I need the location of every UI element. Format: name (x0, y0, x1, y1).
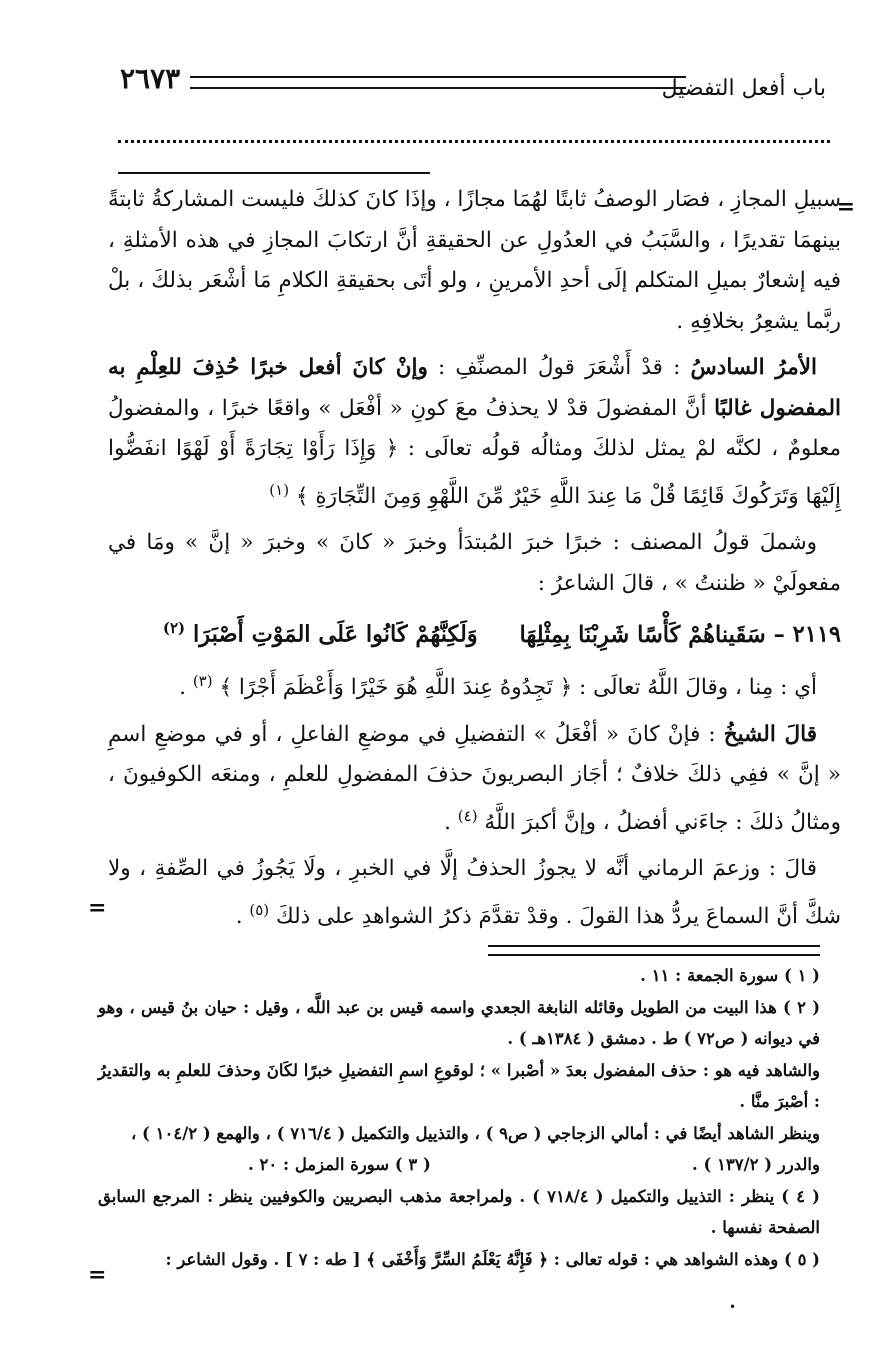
footnote-5: ( ٥ ) وهذه الشواهد هي : قوله تعالى : ﴿ فَإِنَّهُ يَعْلَمُ السِّرَّ وَأَخْفَى ﴾ [ طه : ٧ ] . وقول الشاعر : (165, 1249, 820, 1269)
continuation-mark-top: = (836, 194, 855, 220)
footnote-2-refs-end: والدرر ( ١٣٧/٢ ) . (691, 1155, 820, 1174)
continuation-mark-footnote: = (88, 1262, 107, 1288)
paragraph-6-end: . (235, 904, 250, 930)
paragraph-2-lead: الأمرُ السادسُ (690, 355, 817, 380)
footnote-2: ( ٢ ) هذا البيت من الطويل وقائله النابغة الجعدي واسمه قيس بن عبد اللَّه ، وقيل : حيان بنُ قيس ، وهو في ديوانه ( ص٧٢ ) ط . دمشق ( ١٣٨٤هـ ) . (98, 997, 820, 1048)
verse-number: ٢١١٩ – (773, 621, 841, 648)
paragraph-5-text: : فإنْ كانَ « أفْعَلُ » التفضيلِ في موضعِ الفاعلِ ، أو في موضعِ اسمِ « إنَّ » ففِي ذلكَ خلافٌ ؛ أجَاز البصريونَ حذفَ المفضولِ للعلمِ ، ومنعَه الكوفيونَ ، ومثالُ ذلكَ : جاءَني أفضلُ ، وإنَّ أكبرَ اللَّهُ (108, 721, 841, 835)
paragraph-5-lead: قالَ الشيخُ (723, 721, 817, 747)
footnote-ref-1: (١) (269, 480, 290, 499)
footnote-2-refs: وينظر الشاهد أيضًا في : أمالي الزجاجي ( ص٩ ) ، والتذييل والتكميل ( ٧١٦/٤ ) ، والهمع ( ١٠٤/٢ ) ، (130, 1123, 820, 1143)
paragraph-2-mid: : قدْ أَشْعَرَ قولُ المصنِّفِ : (427, 355, 691, 380)
header-double-rule (190, 76, 686, 89)
paragraph-1: سبيلِ المجازِ ، فصَار الوصفُ ثابتًا لهُمَا مجازًا ، وإذَا كانَ كذلكَ فليست المشاركةُ ثابتةً بينهمَا تقديرًا ، والسَّبَبُ في العدُولِ عن الحقيقةِ أنَّ ارتكابَ المجازِ في هذه الأمثلةِ ، فيه إشعارٌ بميلِ المتكلم إلَى أحدِ الأمرينِ ، ولو أتَى بحقيقةِ الكلامِ مَا أشْعَر بذلكَ ، بلْ ربَّما يشعِرُ بخلافِهِ . (108, 187, 841, 334)
page-header (118, 58, 838, 102)
footnote-ref-4: (٤) (457, 806, 478, 825)
footnote-separator (488, 945, 820, 956)
main-text (108, 180, 841, 938)
paragraph-3: وشملَ قولُ المصنف : خبرًا خبرَ المُبتدَأ وخبرَ « كانَ » وخبرَ « إنَّ » ومَا في مفعولَيْ « ظننتُ » ، قالَ الشاعرُ : (108, 530, 841, 596)
verse-first-hemistich: سَقَيناهُمْ كَأْسًا شَرِبْنَا بِمِثْلِهَا (519, 621, 766, 648)
dotted-separator (118, 140, 830, 143)
footnote-1: ( ١ ) سورة الجمعة : ١١ . (640, 966, 820, 985)
footnote-2-note: والشاهد فيه هو : حذف المفضول بعدَ « أصْبرا » ؛ لوقوعِ اسمِ التفضيلِ خبرًا لكَانَ وحذفَ للعلمِ به والتقديرُ : أصْبرَ منَّا . (98, 1060, 820, 1111)
poetry-verse (108, 608, 841, 655)
paragraph-2-quote: وإنْ كانَ أفعل خبرًا حُذِفَ للعِلْمِ به المفضول غالبًا (108, 355, 841, 421)
paragraph-4-text: أي : مِنا ، وقالَ اللَّهُ تعالَى : ﴿ تَجِدُوهُ عِندَ اللَّهِ هُوَ خَيْرًا وَأَعْظَمَ أَجْرًا ﴾ (219, 675, 817, 701)
chapter-title: باب أفعل التفضيل (661, 76, 826, 101)
footnote-3: ( ٣ ) سورة المزمل : ٢٠ . (248, 1155, 431, 1174)
paragraph-2 (108, 348, 841, 517)
paragraph-5 (108, 715, 841, 844)
stray-dot: • (729, 1300, 737, 1314)
paragraph-4 (108, 661, 841, 709)
footnote-4: ( ٤ ) ينظر : التذييل والتكميل ( ٧١٨/٤ ) . ولمراجعة مذهب البصريين والكوفيين ينظر : المرجع السابق الصفحة نفسها . (98, 1186, 820, 1237)
footnote-pair-row (98, 1149, 820, 1181)
verse-second-hemistich: وَلَكِنَّهُمْ كَانُوا عَلَى المَوْتِ أَصْبَرَا (192, 621, 478, 648)
short-separator-rule (118, 172, 430, 174)
paragraph-4-end: . (179, 675, 193, 701)
paragraph-2-text: أنَّ المفضولَ قدْ لا يحذفُ معَ كونِ « أفْعَل » واقعًا خبرًا ، والمفضولُ معلومٌ ، لكنَّه لمْ يمثل لذلكَ ومثالُه قولُه تعالَى : ﴿ وَإِذَا رَأَوْا تِجَارَةً أَوْ لَهْوًا انفَضُّوا إِلَيْهَا وَتَرَكُوكَ قَائِمًا قُلْ مَا عِندَ اللَّهِ خَيْرٌ مِّنَ اللَّهْوِ وَمِنَ التِّجَارَةِ ﴾ (108, 395, 841, 509)
paragraph-6-text: قالَ : وزعمَ الرماني أنَّه لا يجوزُ الحذفُ إلَّا في الخبرِ ، ولَا يَجُوزُ في الصِّفةِ ، ولا شكَّ أنَّ السماعَ يردُّ هذا القولَ . وقدْ تقدَّمَ ذكرُ الشواهدِ على ذلكَ (108, 856, 841, 930)
footnote-ref-3: (٣) (192, 672, 213, 691)
footnotes (98, 960, 820, 1275)
paragraph-6 (108, 849, 841, 937)
footnote-ref-2: (٢) (162, 619, 186, 638)
paragraph-5-end: . (444, 809, 458, 835)
continuation-mark-bottom: = (88, 895, 107, 921)
page-number: ٢٦٧٣ (120, 62, 181, 95)
footnote-ref-5: (٥) (249, 900, 270, 919)
